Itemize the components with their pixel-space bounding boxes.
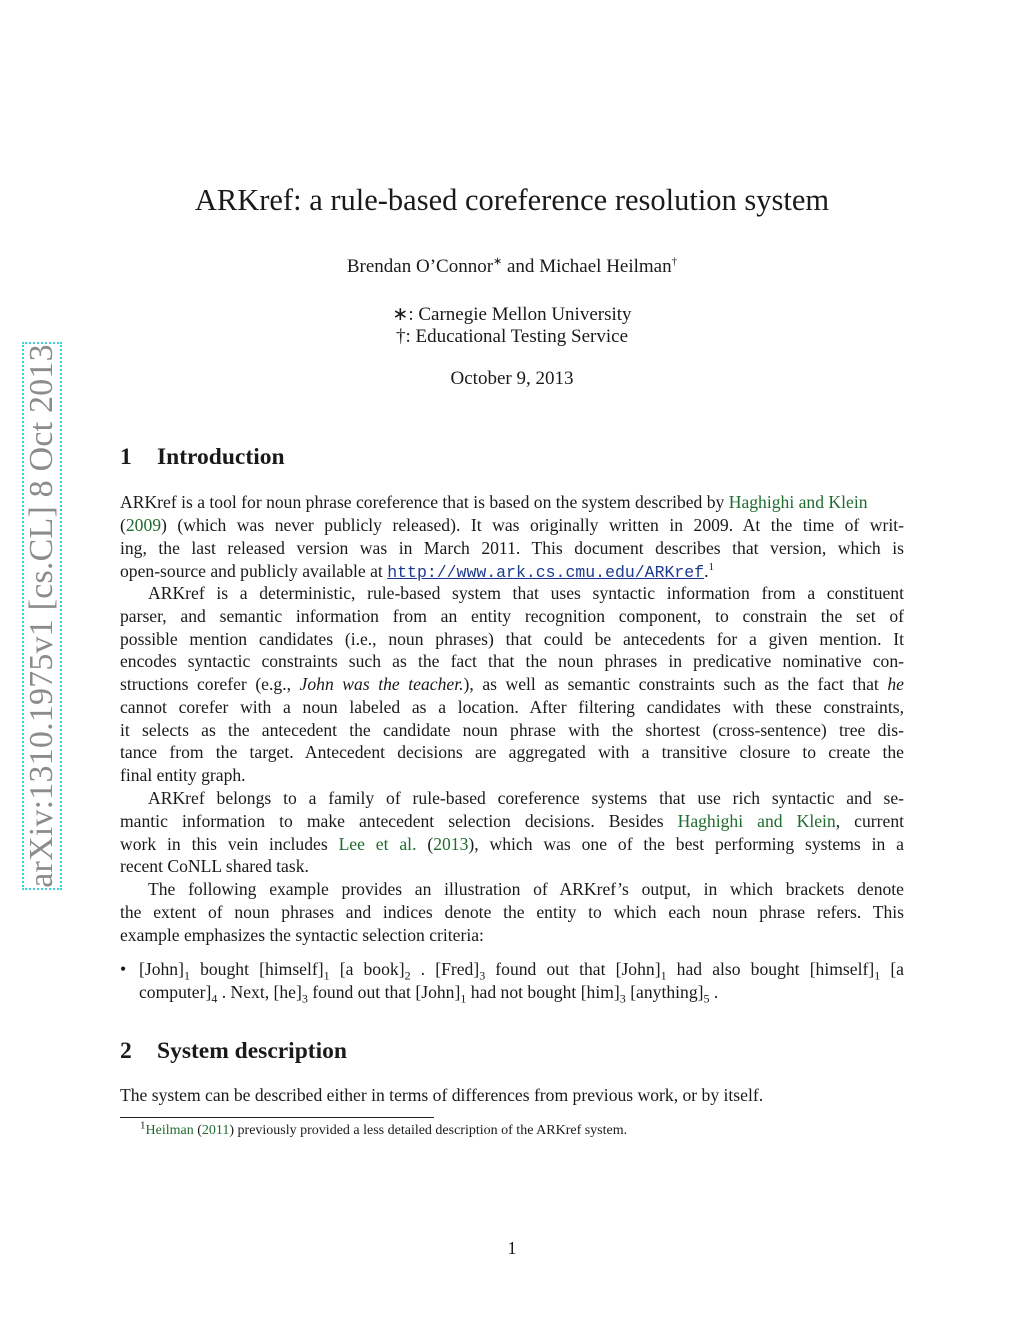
example-connector-text: found out that <box>485 959 616 979</box>
example-connector-text: . Next, <box>217 982 274 1002</box>
paper-date: October 9, 2013 <box>450 368 574 389</box>
text-line: ARKref is a deterministic, rule-based system that uses syntactic information from a constituent <box>148 583 904 603</box>
section-heading-system-description <box>120 1038 347 1065</box>
intro-paragraph-4 <box>120 878 904 946</box>
text-line: example emphasizes the syntactic selection criteria: <box>120 924 484 945</box>
text-line: The system can be described either in terms of differences from previous work, or by itself. <box>120 1085 764 1105</box>
example-connector-text: bought <box>189 959 260 979</box>
footnote-rule <box>120 1117 434 1118</box>
noun-phrase-token: [John] <box>415 982 461 1002</box>
affiliation-cmu <box>0 303 1024 326</box>
citation-year-2009[interactable]: 2009 <box>125 515 162 535</box>
footnote-1: $^1$Heilman (2011) previously provided a less detailed description of the ARKref system. <box>140 1119 628 1138</box>
text-line: structions corefer (e.g., John was the teacher.), as well as semantic constraints such as the fact that he <box>120 674 904 694</box>
citation-heilman[interactable]: Heilman <box>145 1123 194 1138</box>
text-line: ARKref belongs to a family of rule-based coreference systems that use rich syntactic and se- <box>148 788 904 808</box>
author-mark-2: † <box>671 255 678 268</box>
author-oconnor: Brendan O’Connor <box>346 256 494 277</box>
text-line: tance from the target. Antecedent decisions are aggregated with a transitive closure to create the <box>120 742 904 763</box>
entity-index: 1 <box>323 968 330 983</box>
affiliation-mark: † <box>395 326 406 347</box>
text-line: possible mention candidates (i.e., noun phrases) that could be antecedents for a given mention. It <box>120 628 904 649</box>
author-mark-1: ∗ <box>493 255 503 268</box>
bullet-dot: • <box>120 959 127 979</box>
page-number: 1 <box>507 1238 517 1258</box>
arxiv-id: arXiv:1310.1975v1 [cs.CL] 8 Oct 2013 <box>23 344 60 888</box>
text-line: ARKref is a tool for noun phrase coreference that is based on the system described by Haghighi and Klein <box>120 492 868 512</box>
entity-index: 1 <box>660 968 667 983</box>
arkref-url-link[interactable]: http://www.ark.cs.cmu.edu/ARKref <box>387 562 705 582</box>
citation-haghighi-klein[interactable]: Haghighi and Klein <box>728 492 868 512</box>
noun-phrase-token: computer] <box>139 982 212 1002</box>
noun-phrase-token: [him] <box>580 982 620 1002</box>
paper-title: ARKref: a rule-based coreference resolution system <box>194 183 830 217</box>
noun-phrase-token: [himself] <box>259 959 324 979</box>
text-line: the extent of noun phrases and indices denote the entity to which each noun phrase refers. This <box>120 901 904 922</box>
entity-index: 1 <box>183 968 190 983</box>
arxiv-stamp <box>22 342 62 890</box>
noun-phrase-token: [a book] <box>339 959 405 979</box>
example-connector-text: had not bought <box>466 982 581 1002</box>
author-line <box>0 256 1024 278</box>
text-line: it selects as the antecedent the candidate noun phrase with the shortest (cross-sentence) tree dis- <box>120 719 904 740</box>
entity-index: 3 <box>619 991 626 1006</box>
author-heilman: Michael Heilman <box>539 256 672 277</box>
entity-index: 3 <box>479 968 486 983</box>
intro-paragraph-3 <box>120 787 904 878</box>
footnote-mark: 1 <box>140 1119 146 1132</box>
citation-haghighi-klein-2[interactable]: Haghighi and Klein <box>677 810 836 831</box>
text-line: (2009) (which was never publicly released). It was originally written in 2009. At the time of writ- <box>120 515 904 535</box>
affiliation-name: : Carnegie Mellon University <box>408 304 632 325</box>
text-line: ing, the last released version was in March 2011. This document describes that version, which is <box>120 537 904 558</box>
system-paragraph-1 <box>120 1084 904 1107</box>
example-connector-text: found out that <box>307 982 416 1002</box>
text-line: work in this vein includes Lee et al. (2013), which was one of the best performing systems in a <box>120 833 904 854</box>
text-line: mantic information to make antecedent selection decisions. Besides Haghighi and Klein, current <box>120 810 905 831</box>
entity-index: 2 <box>404 968 411 983</box>
entity-index: 1 <box>460 991 467 1006</box>
affiliation-mark: ∗ <box>392 304 409 325</box>
section-number: 1 <box>120 444 132 470</box>
noun-phrase-token: [John] <box>615 959 661 979</box>
noun-phrase-token: [John] <box>139 959 184 979</box>
citation-year-2011[interactable]: 2011 <box>201 1123 230 1138</box>
example-text <box>139 958 904 1004</box>
noun-phrase-token: [a <box>890 959 904 979</box>
example-connector-text <box>330 959 340 979</box>
example-connector-text: had also bought <box>666 959 810 979</box>
text-line: parser, and semantic information from an entity recognition component, to constrain the set of <box>120 605 904 626</box>
entity-index: 4 <box>211 991 218 1006</box>
text-line: recent CoNLL shared task. <box>120 856 309 877</box>
affiliation-name: : Educational Testing Service <box>405 326 629 347</box>
entity-index: 1 <box>874 968 881 983</box>
noun-phrase-token: [he] <box>273 982 302 1002</box>
text-line: encodes syntactic constraints such as the fact that the noun phrases in predicative nominative con- <box>120 651 904 672</box>
author-conjunction: and <box>507 256 535 277</box>
intro-paragraph-1 <box>120 491 954 514</box>
example-connector-text: . <box>410 959 436 979</box>
example-connector-text <box>880 959 890 979</box>
footnote-ref-1[interactable]: 1 <box>708 560 714 573</box>
example-connector-text: . <box>709 982 719 1002</box>
entity-index: 3 <box>301 991 308 1006</box>
example-line-2 <box>139 981 904 1004</box>
text-line: The following example provides an illustration of ARKref’s output, in which brackets denote <box>148 879 904 899</box>
text-line: cannot corefer with a noun labeled as a location. After filtering candidates with these constraints, <box>120 696 904 717</box>
section-title: System description <box>157 1038 347 1064</box>
citation-lee-et-al[interactable]: Lee et al. <box>338 833 417 854</box>
noun-phrase-token: [himself] <box>809 959 875 979</box>
example-line-1 <box>139 958 904 981</box>
intro-paragraph-2 <box>120 582 904 787</box>
affiliation-ets <box>0 326 1024 348</box>
intro-paragraph-1-cont <box>120 514 904 584</box>
section-heading-introduction <box>120 444 285 471</box>
noun-phrase-token: [anything] <box>630 982 704 1002</box>
noun-phrase-token: [Fred] <box>435 959 480 979</box>
text-line: final entity graph. <box>120 765 246 785</box>
section-title: Introduction <box>157 444 285 470</box>
citation-year-2013[interactable]: 2013 <box>433 833 469 854</box>
text-line: open-source and publicly available at http://www.ark.cs.cmu.edu/ARKref.$^1$ <box>120 560 714 582</box>
entity-index: 5 <box>703 991 710 1006</box>
section-number: 2 <box>120 1038 132 1064</box>
example-bullet <box>120 958 904 1004</box>
